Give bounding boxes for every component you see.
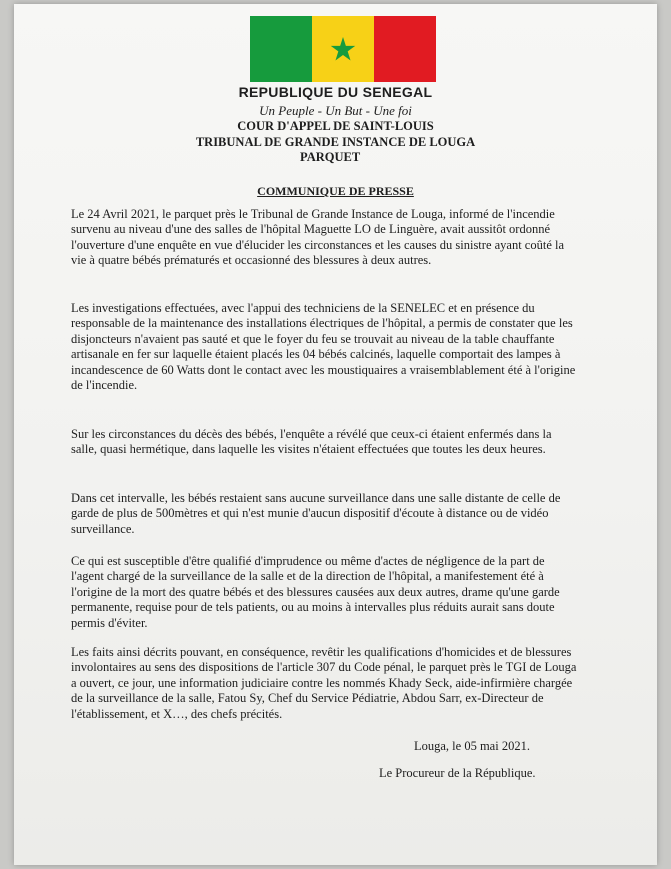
senegal-flag <box>250 16 436 82</box>
paragraph-text: Dans cet intervalle, les bébés restaient sans aucune surveillance dans une salle distante de celle de garde de plus de 500mètres et qui n'est munie d'aucun dispositif d'écoute à distance ou de vidéo surveillance. <box>71 491 561 536</box>
paragraph-text: Les investigations effectuées, avec l'appui des techniciens de la SENELEC et en présence du responsable de la maintenance des installations électriques de l'hôpital, a permis de constater que les disjoncteurs n'avaient pas sauté et que le foyer du feu se trouvait au niveau de la table chauffante artisanale en fer sur laquelle étaient placés les 04 bébés calcinés, laquelle comportait des lampes à incandescence de 60 Watts dont le contact avec les moustiquaires a vraisemblablement été à l'origine de l'incendie. <box>71 301 576 393</box>
document-page <box>14 4 657 865</box>
paragraph-text: Le 24 Avril 2021, le parquet près le Tribunal de Grande Instance de Louga, informé de l'incendie survenu au niveau d'une des salles de l'hôpital Maguette LO de Linguère, avait aussitôt ordonné l'ouverture d'une enquête en vue d'élucider les circonstances et les causes du sinistre ayant coûté la vie à quatre bébés prématurés et occasionné des blessures à deux autres. <box>71 207 565 268</box>
paragraph <box>71 301 577 393</box>
document-title: COMMUNIQUE DE PRESSE <box>257 184 414 198</box>
flag-band-green <box>250 16 312 82</box>
paragraph <box>71 554 577 631</box>
paragraph-text: Sur les circonstances du décès des bébés, l'enquête a révélé que ceux-ci étaient enfermés dans la salle, quasi hermétique, dans laquelle les visites n'étaient effectuées que toutes les deux heures. <box>71 427 552 457</box>
paragraph <box>71 491 577 537</box>
star-icon <box>330 36 356 62</box>
tribunal-name: TRIBUNAL DE GRANDE INSTANCE DE LOUGA <box>195 135 476 149</box>
paragraph <box>71 427 577 458</box>
signature-line: Le Procureur de la République. <box>379 766 536 780</box>
paragraph-text: Les faits ainsi décrits pouvant, en conséquence, revêtir les qualifications d'homicides et de blessures involontaires au sens des dispositions de l'article 307 du Code pénal, le parquet près le TGI de Louga a ouvert, ce jour, une information judiciaire contre les nommés Khady Seck, aide-infirmière chargée de la surveillance de la salle, Fatou Sy, Chef du Service Pédiatrie, Abdou Sarr, ex-Directeur de l'établissement, et X…, des chefs précités. <box>71 645 577 721</box>
paragraph-text: Ce qui est susceptible d'être qualifié d'imprudence ou même d'actes de négligence de la part de l'agent chargé de la surveillance de la salle et de la direction de l'hôpital, a manifestement été à l'origine de la mort des quatre bébés et des blessures causées aux deux autres, drame qu'une garde permanente, requise pour de tels patients, ou au moins à intervalles plus réduits aurait sans doute permis d'éviter. <box>71 554 560 630</box>
country-name: REPUBLIQUE DU SENEGAL <box>238 84 433 100</box>
national-motto: Un Peuple - Un But - Une foi <box>259 103 412 118</box>
flag-band-red <box>374 16 436 82</box>
court-name: COUR D'APPEL DE SAINT-LOUIS <box>237 119 434 133</box>
office-name: PARQUET <box>300 150 361 164</box>
date-line: Louga, le 05 mai 2021. <box>414 739 530 753</box>
paragraph <box>71 645 577 722</box>
paragraph <box>71 207 577 269</box>
